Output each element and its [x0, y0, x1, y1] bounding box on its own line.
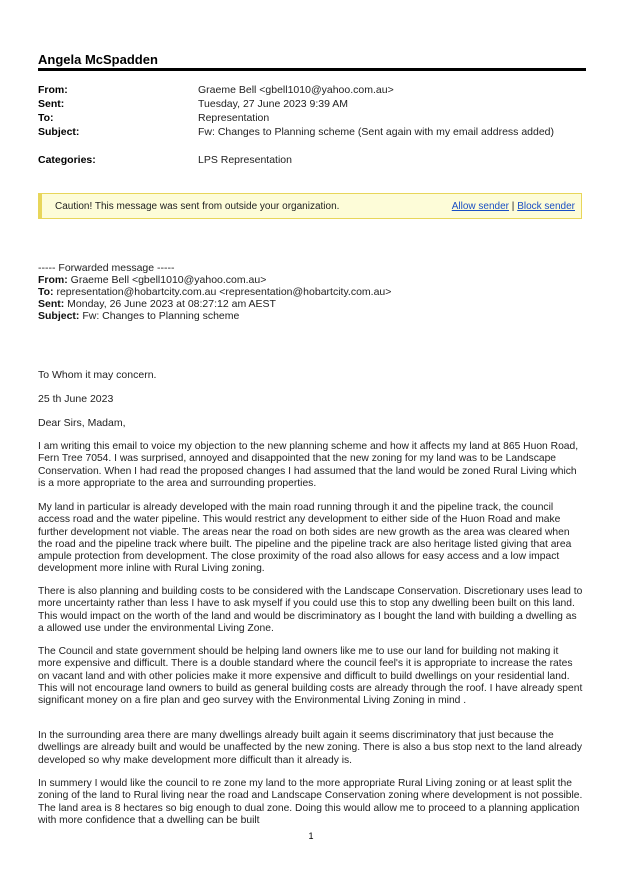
letter-paragraph: My land in particular is already developed with the main road running through it and the pipeline track, the council access road and the water pipeline. This would restrict any development to either side of the Huon Road and make further development not viable. The areas near the road on both sides are new growth as the area was cleared when the road and the pipeline track where built. The pipeline and the pipeline track are also heritage listed giving that area ampule protection from development. The close proximity of the road also allows for easy access and a low impact development more inline with Rural Living zoning.: [38, 502, 572, 575]
header-subject-label: Subject:: [38, 126, 80, 138]
caution-message: Caution! This message was sent from outside your organization.: [55, 201, 340, 212]
caution-separator: |: [511, 201, 515, 212]
letter-salutation: To Whom it may concern.: [38, 369, 157, 381]
forwarded-heading: ----- Forwarded message -----: [38, 262, 175, 274]
letter-paragraph: In the surrounding area there are many dwellings already built again it seems discriminatory that just because the dwellings are already built and would be unaffected by the new zoning. There is also a bus stop next to the land already developed so why make development more difficult than it already is.: [38, 730, 582, 766]
caution-banner: [38, 193, 582, 219]
caution-actions: [452, 201, 575, 212]
letter-paragraph: There is also planning and building costs to be considered with the Landscape Conservation. Discretionary uses lead to more uncertainty rather than less I have to ask myself if you could use this to stop any dwelling been built on this land. This would impact on the worth of the land and would be discriminatory as I bought the land with building a dwelling as a allowed use under the environmental Living Zone.: [38, 586, 583, 634]
letter-paragraph: I am writing this email to voice my objection to the new planning scheme and how it affects my land at 865 Huon Road, Fern Tree 7054. I was surprised, annoyed and disappointed that the new zoning for my land was to be Landscape Conservation. When I had read the proposed changes I had assumed that the land would be zoned Rural Living which is a more appropriate to the area and surrounding properties.: [38, 441, 579, 489]
block-sender-link[interactable]: Block sender: [517, 201, 575, 212]
forwarded-to-label: To:: [38, 286, 54, 298]
header-sent-label: Sent:: [38, 98, 65, 110]
forwarded-from-value: Graeme Bell <gbell1010@yahoo.com.au>: [70, 274, 267, 286]
letter-paragraph: The Council and state government should be helping land owners like me to use our land for building not making it more expensive and difficult. There is a double standard where the council feel's it is appropriate to increase the rates on vacant land and with other policies make it more expensive and difficult to build dwellings on your residential land. This will not encourage land owners to build as general building costs are already through the roof. I have already spent significant money on a fire plan and geo survey with the Environmental Living Zoning in mind .: [38, 646, 583, 707]
letter-greeting: Dear Sirs, Madam,: [38, 417, 126, 429]
forwarded-subject-value: Fw: Changes to Planning scheme: [82, 310, 240, 322]
forwarded-subject-row: [38, 310, 239, 322]
forwarded-from-row: [38, 274, 266, 286]
page-number: 1: [308, 831, 314, 841]
header-from-label: From:: [38, 84, 68, 96]
allow-sender-link[interactable]: Allow sender: [451, 201, 510, 212]
header-from-value: Graeme Bell <gbell1010@yahoo.com.au>: [198, 84, 394, 96]
page-title: Angela McSpadden: [38, 52, 158, 67]
forwarded-subject-label: Subject:: [38, 310, 80, 322]
header-sent-value: Tuesday, 27 June 2023 9:39 AM: [198, 98, 349, 110]
forwarded-sent-row: [38, 298, 276, 310]
forwarded-from-label: From:: [38, 274, 68, 286]
forwarded-sent-label: Sent:: [38, 298, 65, 310]
forwarded-to-value: representation@hobartcity.com.au <representation@hobartcity.com.au>: [56, 286, 392, 298]
header-subject-value: Fw: Changes to Planning scheme (Sent again with my email address added): [198, 126, 555, 138]
header-to-value: Representation: [198, 112, 270, 124]
header-categories-value: LPS Representation: [198, 154, 292, 166]
letter-paragraph: In summery I would like the council to re zone my land to the more appropriate Rural Living zoning or at least split the zoning of the land to Rural living near the road and Landscape Conservation zoning where development is not possible. The land area is 8 hectares so big enough to dual zone. Doing this would allow me to proceed to a planning application with more confidence that a dwelling can be built: [38, 778, 583, 826]
forwarded-to-row: [38, 286, 391, 298]
header-to-label: To:: [38, 112, 54, 124]
header-categories-label: Categories:: [38, 154, 96, 166]
letter-date: 25 th June 2023: [38, 393, 114, 405]
title-divider: [38, 68, 586, 71]
forwarded-sent-value: Monday, 26 June 2023 at 08:27:12 am AEST: [67, 298, 276, 310]
